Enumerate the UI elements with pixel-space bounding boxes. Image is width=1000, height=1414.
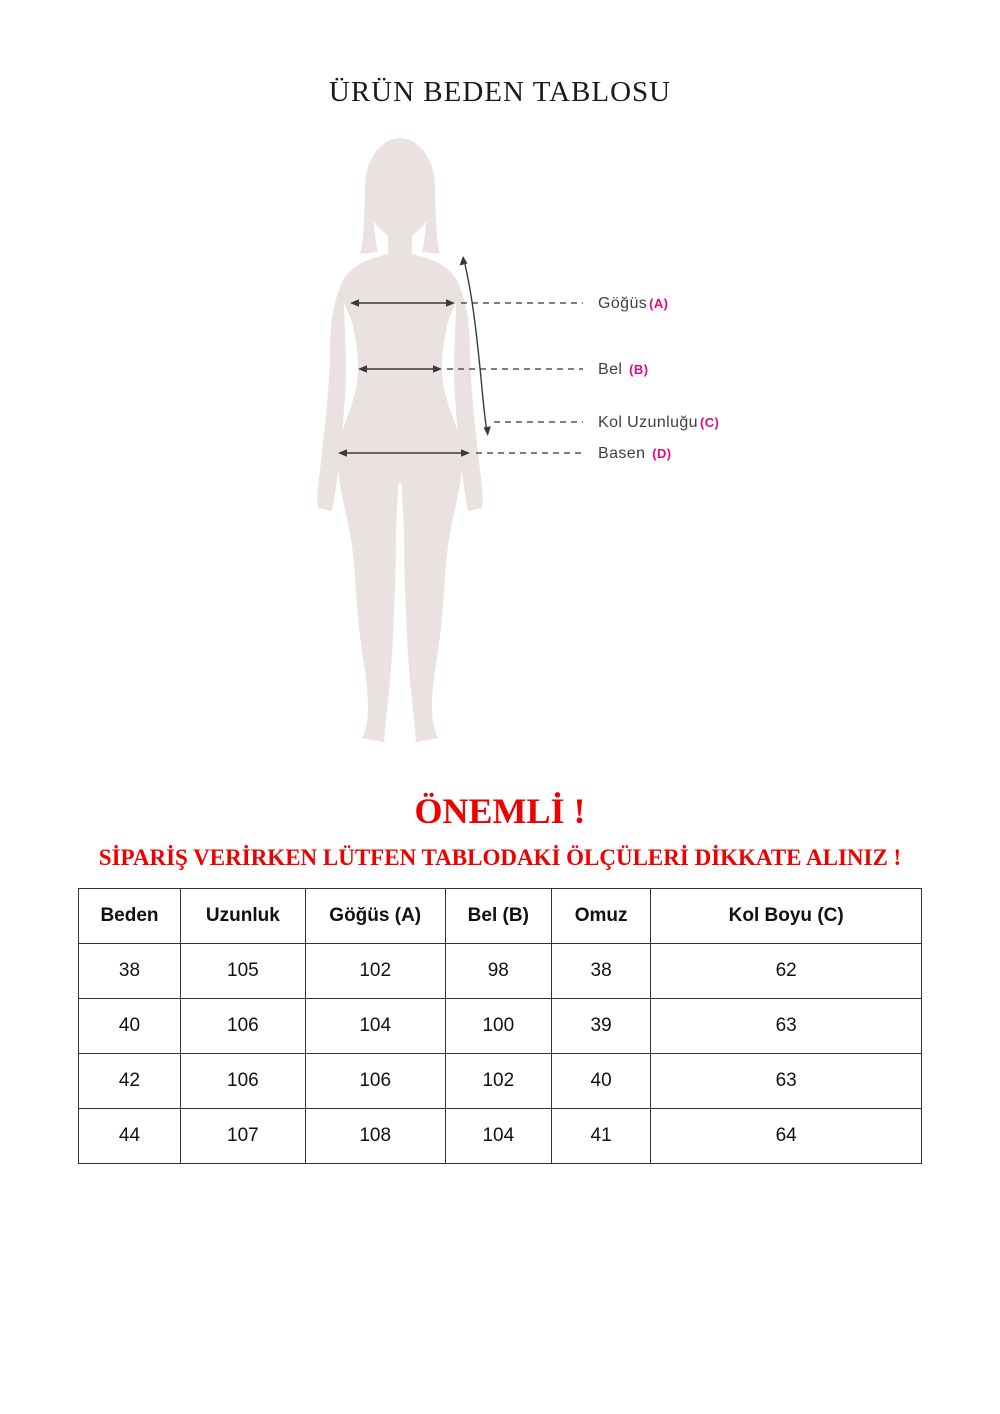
cell: 105 — [181, 944, 306, 999]
cell: 106 — [305, 1054, 445, 1109]
table-row — [79, 944, 922, 999]
table-row — [79, 1109, 922, 1164]
cell: 63 — [651, 1054, 922, 1109]
table-row — [79, 999, 922, 1054]
waist-label — [598, 361, 648, 379]
important-heading: ÖNEMLİ ! — [414, 791, 586, 831]
warning-text: SİPARİŞ VERİRKEN LÜTFEN TABLODAKİ ÖLÇÜLERİ DİKKATE ALINIZ ! — [98, 845, 902, 870]
cell: 40 — [551, 1054, 650, 1109]
cell: 63 — [651, 999, 922, 1054]
arm-length-label-letter: (C) — [699, 415, 720, 430]
cell: 100 — [445, 999, 551, 1054]
chest-label-letter: (A) — [649, 296, 669, 311]
header-beden: Beden — [79, 889, 181, 944]
hip-label-text: Basen — [598, 445, 651, 462]
body-measurement-diagram — [280, 136, 610, 752]
waist-label-text: Bel — [598, 361, 628, 378]
header-kol-boyu: Kol Boyu (C) — [651, 889, 922, 944]
waist-label-letter: (B) — [629, 362, 649, 377]
cell: 102 — [305, 944, 445, 999]
header-gogus: Göğüs (A) — [305, 889, 445, 944]
chest-label-text: Göğüs — [598, 295, 648, 312]
size-table — [78, 888, 922, 1164]
cell: 104 — [305, 999, 445, 1054]
cell: 62 — [651, 944, 922, 999]
torso-legs-shape — [337, 254, 463, 742]
hip-label-letter: (D) — [652, 446, 672, 461]
cell: 40 — [79, 999, 181, 1054]
cell: 107 — [181, 1109, 306, 1164]
page-title: ÜRÜN BEDEN TABLOSU — [328, 76, 672, 108]
cell: 102 — [445, 1054, 551, 1109]
cell: 64 — [651, 1109, 922, 1164]
header-uzunluk: Uzunluk — [181, 889, 306, 944]
head-shape — [365, 138, 435, 238]
cell: 44 — [79, 1109, 181, 1164]
cell: 42 — [79, 1054, 181, 1109]
cell: 106 — [181, 1054, 306, 1109]
chest-label — [598, 295, 668, 313]
cell: 38 — [79, 944, 181, 999]
cell: 38 — [551, 944, 650, 999]
hip-label — [598, 445, 671, 463]
body-silhouette — [317, 138, 482, 742]
cell: 108 — [305, 1109, 445, 1164]
arm-length-label-text: Kol Uzunluğu — [598, 414, 698, 431]
cell: 39 — [551, 999, 650, 1054]
arm-length-label — [598, 414, 719, 432]
header-bel: Bel (B) — [445, 889, 551, 944]
cell: 98 — [445, 944, 551, 999]
cell: 106 — [181, 999, 306, 1054]
header-omuz: Omuz — [551, 889, 650, 944]
cell: 104 — [445, 1109, 551, 1164]
table-header-row — [79, 889, 922, 944]
table-row — [79, 1054, 922, 1109]
cell: 41 — [551, 1109, 650, 1164]
